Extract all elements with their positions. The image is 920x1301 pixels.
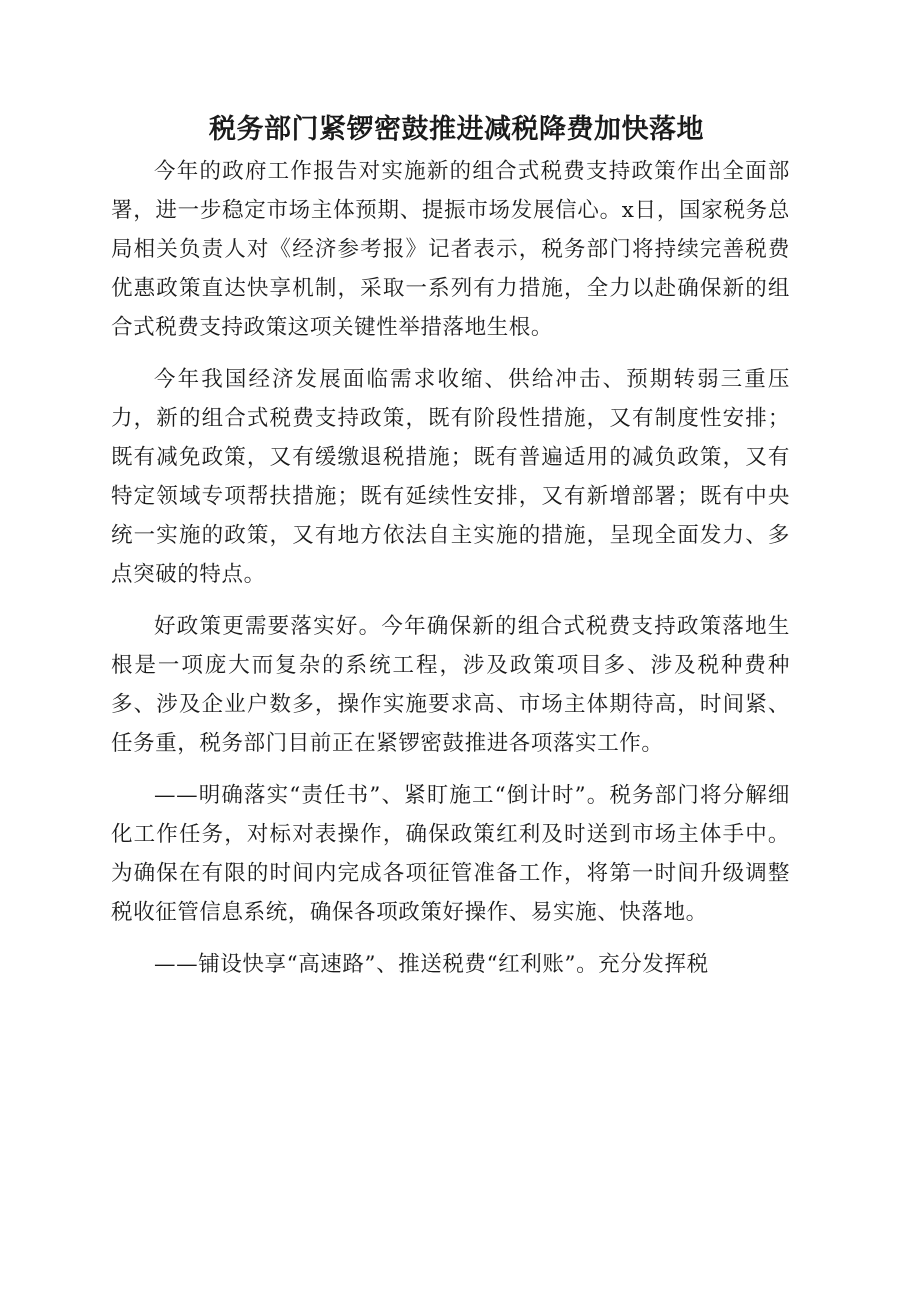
paragraph-3: 好政策更需要落实好。今年确保新的组合式税费支持政策落地生根是一项庞大而复杂的系统工程，涉及政策项目多、涉及税种费种多、涉及企业户数多，操作实施要求高、市场主体期待高，时间紧、任务重，税务部门目前正在紧锣密鼓推进各项落实工作。 [111,614,790,756]
paragraph-2: 今年我国经济发展面临需求收缩、供给冲击、预期转弱三重压力，新的组合式税费支持政策，既有阶段性措施，又有制度性安排；既有减免政策，又有缓缴退税措施；既有普遍适用的减负政策，又有特定领域专项帮扶措施；既有延续性安排，又有新增部署；既有中央统一实施的政策，又有地方依法自主实施的措施，呈现全面发力、多点突破的特点。 [111,367,790,587]
document-title: 税务部门紧锣密鼓推进减税降费加快落地 [209,114,704,145]
paragraph-4: ——明确落实“责任书”、紧盯施工“倒计时”。税务部门将分解细化工作任务，对标对表操作，确保政策红利及时送到市场主体手中。为确保在有限的时间内完成各项征管准备工作，将第一时间升级调整税收征管信息系统，确保各项政策好操作、易实施、快落地。 [111,783,790,925]
paragraph-1: 今年的政府工作报告对实施新的组合式税费支持政策作出全面部署，进一步稳定市场主体预期、提振市场发展信心。x日，国家税务总局相关负责人对《经济参考报》记者表示，税务部门将持续完善税费优惠政策直达快享机制，采取一系列有力措施，全力以赴确保新的组合式税费支持政策这项关键性举措落地生根。 [111,159,790,340]
paragraph-5: ——铺设快享“高速路”、推送税费“红利账”。充分发挥税 [154,952,709,977]
document-body [111,152,790,984]
